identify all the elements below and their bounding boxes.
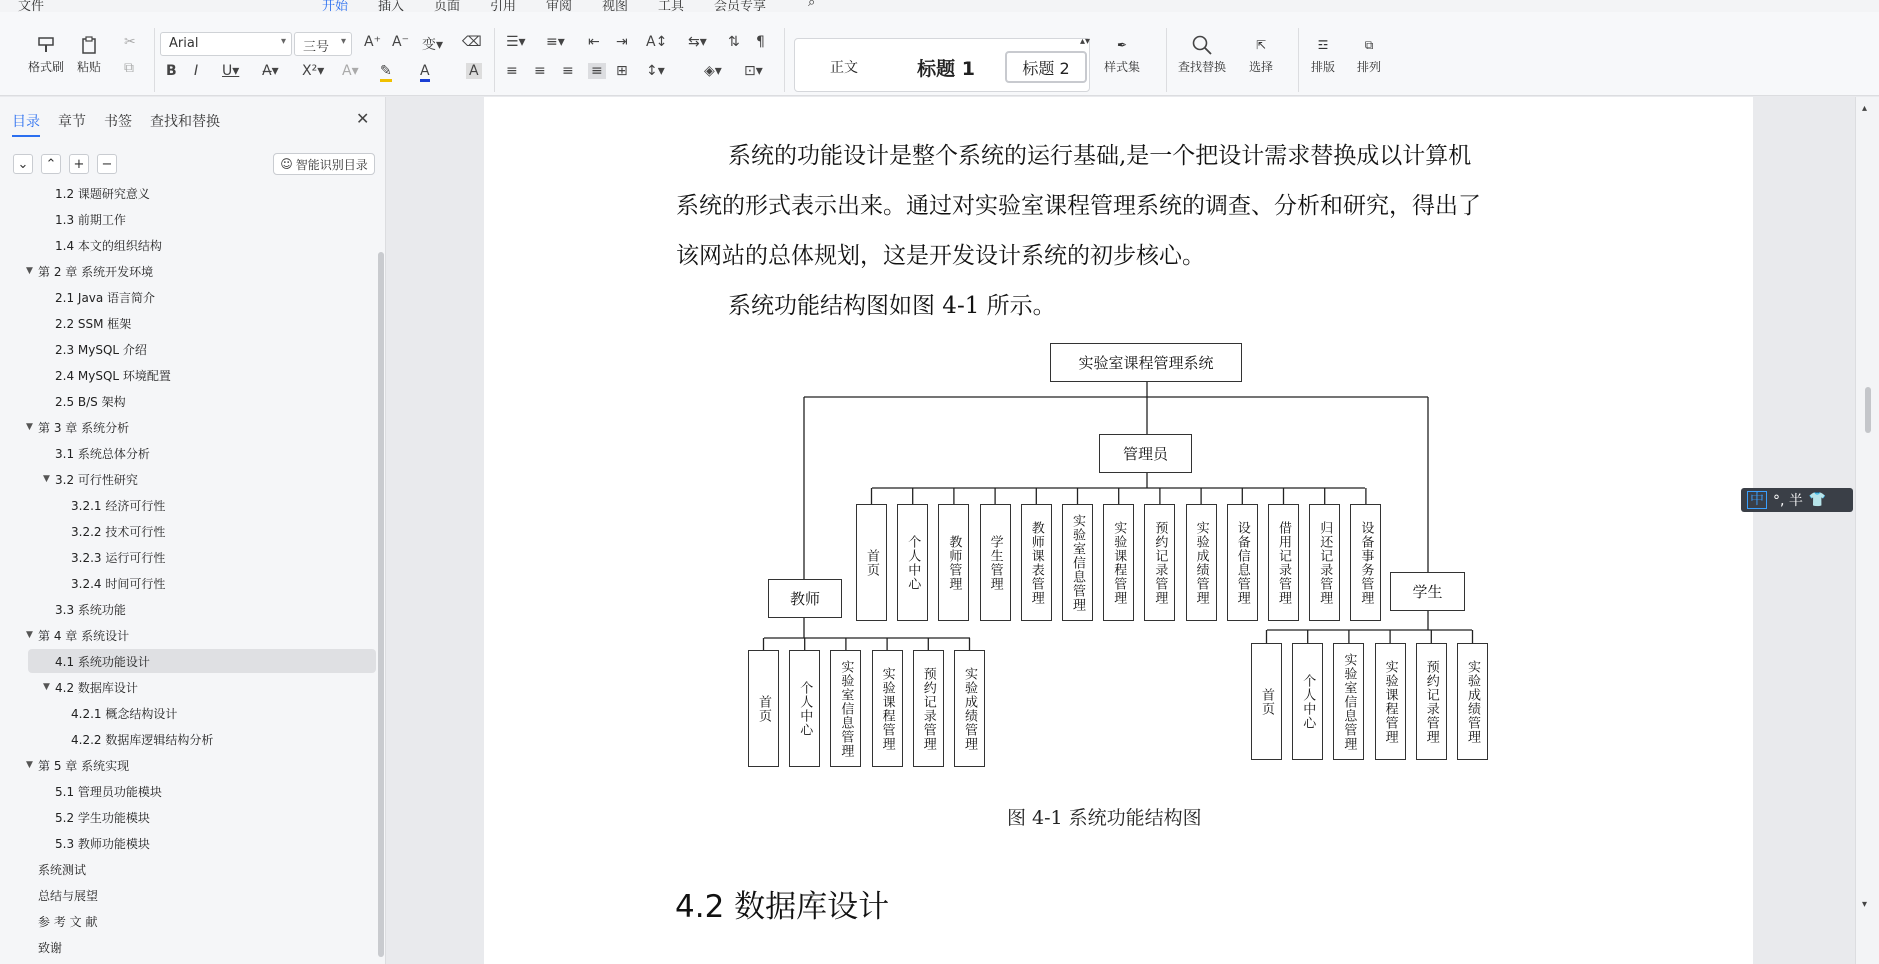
toc-item-label: 第 2 章 系统开发环境 (38, 264, 154, 279)
toc-item-label: 1.3 前期工作 (55, 212, 126, 227)
brush-icon (33, 32, 59, 58)
diagram-module-node: 借用记录管理 (1268, 504, 1299, 621)
diagram-module-node: 实验成绩管理 (1457, 643, 1488, 760)
char-shading-icon[interactable]: A (466, 63, 482, 79)
diagram-module-node: 实验成绩管理 (1186, 504, 1217, 621)
border-icon[interactable]: ⊡▾ (744, 63, 763, 79)
toc-item[interactable] (28, 753, 376, 777)
font-name-value: Arial (169, 36, 199, 51)
toc-item-label: 总结与展望 (38, 888, 99, 903)
toc-item[interactable] (28, 545, 376, 569)
toc-item[interactable] (28, 597, 376, 621)
ime-status[interactable] (1741, 488, 1853, 512)
style-heading-2[interactable]: 标题 2 (1005, 51, 1087, 83)
body-paragraph[interactable]: 系统功能结构图如图 4-1 所示。 (728, 293, 1056, 319)
chevron-up-icon: ⌃ (45, 156, 57, 172)
toc-item[interactable] (28, 701, 376, 725)
toc-item-label: 3.2.3 运行可行性 (71, 550, 166, 565)
tab-view[interactable]: 视图 (602, 0, 629, 12)
add-heading-button[interactable] (69, 154, 89, 174)
ai-toc-button[interactable] (273, 153, 375, 175)
font-name-select[interactable] (160, 32, 292, 56)
diagram-module-node: 个人中心 (789, 650, 820, 767)
toc-item[interactable] (28, 623, 376, 647)
minus-icon: − (101, 156, 113, 172)
paste-label: 粘贴 (76, 60, 101, 74)
toc-item[interactable] (28, 831, 376, 855)
expand-arrow-icon[interactable]: ▼ (26, 422, 33, 432)
distribute-icon[interactable]: ⊞ (616, 63, 628, 79)
copy-icon[interactable]: ⧉ (124, 60, 134, 76)
style-normal[interactable]: 正文 (830, 60, 858, 76)
pen-icon: ✒ (1116, 38, 1128, 52)
font-color-icon[interactable]: A (420, 63, 430, 82)
numbered-list-icon[interactable]: ≡▾ (546, 34, 565, 50)
line-spacing-icon[interactable]: ↕▾ (646, 63, 665, 79)
clear-format-icon[interactable]: ⌫ (462, 34, 482, 50)
toc-item-label: 第 5 章 系统实现 (38, 758, 130, 773)
toc-item-label: 3.2 可行性研究 (55, 472, 138, 487)
toc-item-label: 系统测试 (38, 862, 87, 877)
tab-bookmarks[interactable]: 书签 (104, 114, 132, 130)
tab-member[interactable]: 会员专享 (714, 0, 767, 12)
magnifier-icon (1189, 32, 1215, 58)
document-page (484, 97, 1753, 964)
file-menu[interactable]: 文件 (18, 0, 45, 12)
text-direction-icon[interactable]: A↕ (646, 34, 668, 50)
tab-review[interactable]: 审阅 (546, 0, 573, 12)
chevron-down-icon: ▾ (280, 36, 286, 47)
layout-button[interactable] (1310, 32, 1336, 75)
show-marks-icon[interactable]: ¶ (756, 34, 765, 50)
toc-item[interactable] (28, 259, 376, 283)
scrollbar[interactable] (378, 252, 384, 957)
toc-item-label: 致谢 (38, 940, 63, 955)
toc-item[interactable] (28, 185, 376, 205)
arrange-button[interactable] (1356, 32, 1382, 75)
toc-item[interactable] (28, 909, 376, 933)
toc-item[interactable] (28, 675, 376, 699)
toc-item-label: 4.1 系统功能设计 (55, 654, 150, 669)
style-set-label: 样式集 (1104, 60, 1141, 74)
tab-home[interactable]: 开始 (322, 0, 348, 12)
grow-font-icon[interactable]: A⁺ (364, 34, 381, 50)
diagram-module-node: 预约记录管理 (1144, 504, 1175, 621)
diagram-admin-node: 管理员 (1099, 434, 1192, 473)
font-size-value: 三号 (303, 40, 330, 55)
toc-item[interactable] (28, 311, 376, 335)
toc-item-label: 2.3 MySQL 介绍 (55, 342, 147, 357)
arrange-icon: ⧉ (1364, 37, 1374, 52)
layout-label: 排版 (1310, 60, 1335, 74)
tab-page[interactable]: 页面 (434, 0, 461, 12)
toc-item[interactable] (28, 337, 376, 361)
find-replace-label: 查找替换 (1178, 60, 1227, 74)
style-scroll-icon[interactable]: ▴▾ (1080, 36, 1091, 47)
cut-icon[interactable]: ✂ (124, 34, 136, 50)
toc-item[interactable] (28, 207, 376, 231)
toc-item[interactable] (28, 389, 376, 413)
phonetic-icon[interactable]: 变▾ (422, 37, 444, 53)
select-label: 选择 (1248, 60, 1273, 74)
toc-item[interactable] (28, 805, 376, 829)
scroll-thumb[interactable] (1865, 387, 1871, 433)
collapse-all-button[interactable] (13, 154, 33, 174)
toc-item-label: 1.4 本文的组织结构 (55, 238, 162, 253)
shading-icon[interactable]: ◈▾ (704, 63, 722, 79)
toc-item[interactable] (28, 493, 376, 517)
close-icon[interactable]: ✕ (356, 109, 370, 128)
toc-item[interactable] (28, 285, 376, 309)
format-painter-button[interactable] (28, 32, 64, 75)
style-gallery (794, 38, 1090, 92)
ribbon (0, 12, 1879, 96)
diagram-module-node: 个人中心 (1292, 643, 1323, 760)
expand-arrow-icon[interactable]: ▼ (26, 266, 33, 276)
diagram-root-node: 实验室课程管理系统 (1050, 343, 1242, 382)
diagram-module-node: 实验课程管理 (1103, 504, 1134, 621)
toc-item-label: 3.2.4 时间可行性 (71, 576, 166, 591)
tab-insert[interactable]: 插入 (378, 0, 405, 12)
ime-mode: 中 (1747, 491, 1767, 509)
figure-caption: 图 4-1 系统功能结构图 (1007, 807, 1202, 829)
toc-item-label: 2.5 B/S 架构 (55, 394, 126, 409)
skin-icon: 👕 (1808, 492, 1827, 508)
document-area (386, 97, 1855, 964)
toc-item-label: 3.2.1 经济可行性 (71, 498, 166, 513)
navigation-pane (0, 97, 386, 964)
body-paragraph-line[interactable]: 系统的形式表示出来。通过对实验室课程管理系统的调查、分析和研究，得出了 (676, 193, 1481, 219)
diagram-student-node: 学生 (1390, 572, 1465, 611)
expand-arrow-icon[interactable]: ▼ (26, 760, 33, 770)
toc-item-label: 2.2 SSM 框架 (55, 316, 132, 331)
tab-tools[interactable]: 工具 (658, 0, 685, 12)
toc-item[interactable] (28, 233, 376, 257)
toc-item-label: 5.1 管理员功能模块 (55, 784, 162, 799)
ime-punct: °, 半 (1773, 493, 1803, 509)
highlight-icon[interactable]: ✎ (380, 63, 392, 82)
bullet-list-icon[interactable]: ☰▾ (506, 34, 526, 50)
toc-item-label: 4.2.1 概念结构设计 (71, 706, 178, 721)
search-icon[interactable]: ⌕ (808, 0, 816, 10)
cursor-icon: ⇱ (1255, 38, 1267, 52)
paste-icon (76, 32, 102, 58)
diagram-module-node: 实验室信息管理 (830, 650, 861, 767)
scroll-down-icon[interactable]: ▾ (1862, 899, 1868, 910)
arrange-label: 排列 (1356, 60, 1381, 74)
toc-item-label: 4.2.2 数据库逻辑结构分析 (71, 732, 214, 747)
diagram-teacher-node: 教师 (768, 579, 842, 618)
toc-list (0, 185, 376, 964)
expand-arrow-icon[interactable]: ▼ (43, 682, 50, 692)
diagram-module-node: 设备事务管理 (1350, 504, 1381, 621)
toc-item[interactable] (28, 519, 376, 543)
diagram-module-node: 首页 (856, 504, 887, 621)
text-effect-icon[interactable]: A▾ (342, 63, 359, 79)
select-button[interactable] (1248, 32, 1274, 75)
diagram-module-node: 学生管理 (980, 504, 1011, 621)
toc-item-label: 第 3 章 系统分析 (38, 420, 130, 435)
tab-chapters[interactable]: 章节 (58, 114, 86, 130)
tab-find-replace[interactable]: 查找和替换 (150, 114, 220, 130)
expand-arrow-icon[interactable]: ▼ (26, 630, 33, 640)
strikethrough-icon[interactable]: A̶▾ (262, 63, 279, 79)
toc-item[interactable] (28, 779, 376, 803)
diagram-module-node: 实验成绩管理 (954, 650, 985, 767)
justify-icon[interactable]: ≡ (588, 63, 606, 79)
align-right-icon[interactable]: ≡ (562, 63, 574, 79)
format-painter-label: 格式刷 (28, 60, 65, 74)
font-size-select[interactable] (294, 32, 352, 56)
toc-item-label: 3.2.2 技术可行性 (71, 524, 166, 539)
underline-icon[interactable]: U▾ (222, 63, 240, 79)
diagram-module-node: 预约记录管理 (913, 650, 944, 767)
tab-toc[interactable]: 目录 (12, 111, 40, 131)
toc-item-label: 2.4 MySQL 环境配置 (55, 368, 171, 383)
style-heading-1[interactable]: 标题 1 (917, 57, 975, 80)
plus-icon: + (73, 156, 85, 172)
layout-icon: ☲ (1317, 38, 1329, 52)
find-replace-button[interactable] (1178, 32, 1226, 75)
section-heading[interactable]: 4.2 数据库设计 (675, 889, 890, 925)
paste-button[interactable] (76, 32, 102, 75)
chevron-down-icon: ▾ (340, 36, 346, 47)
italic-icon[interactable]: I (194, 63, 199, 79)
expand-up-button[interactable] (41, 154, 61, 174)
expand-arrow-icon[interactable]: ▼ (43, 474, 50, 484)
body-paragraph-line[interactable]: 系统的功能设计是整个系统的运行基础,是一个把设计需求替换成以计算机 (728, 143, 1472, 169)
chevron-down-icon: ⌄ (17, 156, 29, 172)
align-center-icon[interactable]: ≡ (534, 63, 546, 79)
scroll-up-icon[interactable]: ▴ (1862, 103, 1868, 114)
toc-item[interactable] (28, 363, 376, 387)
ai-toc-label: 智能识别目录 (295, 157, 368, 172)
diagram-module-node: 首页 (748, 650, 779, 767)
tab-references[interactable]: 引用 (490, 0, 517, 12)
diagram-module-node: 教师管理 (938, 504, 969, 621)
toc-item-label: 5.3 教师功能模块 (55, 836, 150, 851)
toc-item[interactable] (28, 441, 376, 465)
chinese-layout-icon[interactable]: ⇆▾ (688, 34, 707, 50)
bold-icon[interactable]: B (166, 63, 177, 79)
toc-item[interactable] (28, 467, 376, 491)
superscript-icon[interactable]: X²▾ (302, 63, 325, 79)
diagram-module-node: 实验课程管理 (1375, 643, 1406, 760)
ai-icon: ☺ (280, 157, 293, 171)
toc-item[interactable] (28, 571, 376, 595)
decrease-indent-icon[interactable]: ⇤ (588, 34, 600, 50)
toc-item-label: 2.1 Java 语言简介 (55, 290, 156, 305)
toc-item[interactable] (28, 727, 376, 751)
menu-bar (0, 0, 1879, 12)
toc-item[interactable] (28, 883, 376, 907)
toc-item[interactable] (28, 857, 376, 881)
diagram-module-node: 设备信息管理 (1227, 504, 1258, 621)
toc-item-label: 3.1 系统总体分析 (55, 446, 150, 461)
toc-item-label: 4.2 数据库设计 (55, 680, 138, 695)
toc-item[interactable] (28, 649, 376, 673)
diagram-module-node: 教师课表管理 (1021, 504, 1052, 621)
toc-item-label: 1.2 课题研究意义 (55, 186, 150, 201)
align-left-icon[interactable]: ≡ (506, 63, 518, 79)
diagram-module-node: 实验课程管理 (872, 650, 903, 767)
diagram-module-node: 实验室信息管理 (1333, 643, 1364, 760)
toc-item[interactable] (28, 415, 376, 439)
toc-item-label: 参 考 文 献 (38, 914, 98, 929)
diagram-module-node: 预约记录管理 (1416, 643, 1447, 760)
toc-item[interactable] (28, 935, 376, 959)
diagram-module-node: 归还记录管理 (1309, 504, 1340, 621)
diagram-module-node: 实验室信息管理 (1062, 504, 1093, 621)
document-scrollbar[interactable] (1855, 97, 1879, 964)
toc-item-label: 3.3 系统功能 (55, 602, 126, 617)
style-set-button[interactable] (1104, 32, 1140, 75)
sort-icon[interactable]: ⇅ (728, 34, 740, 50)
remove-heading-button[interactable] (97, 154, 117, 174)
diagram-module-node: 个人中心 (897, 504, 928, 621)
body-paragraph-line[interactable]: 该网站的总体规划，这是开发设计系统的初步核心。 (676, 243, 1205, 269)
function-structure-diagram (484, 97, 1753, 964)
toc-item-label: 5.2 学生功能模块 (55, 810, 150, 825)
shrink-font-icon[interactable]: A⁻ (392, 34, 409, 50)
toc-item-label: 第 4 章 系统设计 (38, 628, 130, 643)
increase-indent-icon[interactable]: ⇥ (616, 34, 628, 50)
diagram-module-node: 首页 (1251, 643, 1282, 760)
